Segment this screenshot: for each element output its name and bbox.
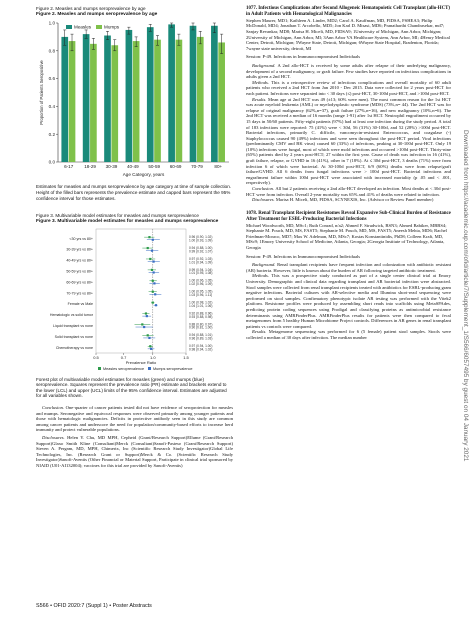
row-label: 40-49 yrs vs 80+ [66,258,93,263]
row-label: 30-39 yrs vs 80+ [66,247,93,252]
legend-label-mumps: Mumps [104,24,120,30]
figure3-caption: Figure 3. Multivariable model estimates for measles and mumps seroprevalence [36,218,219,224]
bar-measles [104,36,111,162]
mumps-estimate [150,347,152,349]
measles-estimate [147,247,149,249]
a1-background-text: A 2nd allo-HCT is received by some adults after relapse of their underlying malignancy, development of a second malignancy, or graft failure. Few studies have reported on infectious complications in adults given a 2nd HCT. [246,62,451,80]
a1-disclosures-text: Marisa H. Miceli, MD, FIDSA, SCYNEXIS, Inc. (Advisor or Review Panel member) [275,197,434,203]
mumps-values: 1.01 (0.94, 1.09) [189,259,213,264]
measles-values: 0.96 (0.90, 1.02) [189,234,213,239]
bar-mumps [133,41,140,162]
right-column [246,6,451,341]
mumps-estimate [154,293,156,295]
y-tick-label: 0.8 [48,48,55,54]
a2-background-text: Renal transplant recipients have frequent infection and colonization with antibiotic resistant (AR) bacteria. However, little is known about the burden of AR following targeted antibiotic treatment. [246,262,451,273]
abstract-1077-disclosures: Disclosures. Marisa H. Miceli, MD, FIDSA, SCYNEXIS, Inc. (Advisor or Review Panel member) [252,197,434,203]
row-label: Hematologic vs solid tumor [49,312,93,317]
measles-estimate [152,279,154,281]
x-tick-label: 40-49 [126,164,139,170]
mumps-estimate [148,336,150,338]
abstract-1077-background: Background. A 2nd allo-HCT is received by some adults after relapse of their underlying malignancy, development of a second malignancy, or graft failure. Few studies have reported on infectious complications in adults given a 2nd HCT. [246,62,451,80]
y-axis-label: Proportion of Patients Seropositive [39,60,44,126]
row-label: 60-69 yrs vs 80+ [66,279,93,284]
bar-mumps [176,40,183,162]
x-tick-label: 50-59 [148,164,161,170]
plot-frame [96,229,186,353]
abstract-1077-methods: Methods. This is a retrospective review of infectious complications and overall mortality of 60 adult patients who received a 2nd HCT from Jan 2010 - Dec 2015. Data were collected for 2 years post-HCT for each patient. Infections were separated into < 30 days (≤) post-HCT, 30-100d post-HCT, and >100d post-HCT. [246,79,451,96]
measles-values: 0.92 (0.88, 0.96) [189,310,213,315]
mumps-estimate [155,304,157,306]
mumps-values: 0.99 (0.92, 1.07) [189,248,213,253]
mumps-estimate [152,238,154,240]
mumps-estimate [143,325,145,327]
x-tick-label: 0.7 [120,354,127,360]
measles-estimate [149,345,151,347]
legend-swatch-mumps [148,367,151,370]
mumps-values: 0.96 (0.89, 1.03) [189,336,213,341]
legend-label-measles: Measles seroprevalence [103,366,145,371]
mumps-estimate [152,260,154,262]
bar-measles [83,35,90,163]
measles-values: 1.00 (0.96, 1.05) [189,278,213,283]
download-watermark [459,130,471,490]
x-tick-label: 1.0 [150,354,156,360]
mumps-values: 1.02 (0.96, 1.09) [189,281,213,286]
abstract-1078-title: 1078. Renal Transplant Recipient Resistomes Reveal Expansive Sub-Clinical Burden of Resistance After Treatment for ESBL-Producing Bacterial Infections [246,210,451,222]
abstract-1078-methods: Methods. This was a prospective study conducted as part of a single center clinical trial at Emory University. Demographic and clinical data regarding transplant and AR bacterial infection were abstracted. Stool samples were collected from renal transplant recipients treated with antibiotics for ESBL-producing gram negative infections. Bacterial cultures with AR-selective media and Illumina short-read sequencing were performed on stool samples. Confirmatory phenotypic isolate AR testing was performed with the Vitek2 platform. Resistome profiles were produced by assembling short reads into scaffolds using MetaSPAdes, predicting protein coding sequences using Prodigal and classifying proteins as antimicrobial resistance determinants using AMRFinderPlus. AMRFinderPlus results for patients were then compared to fecal metagenomes from 5 healthy Human Microbiome Project controls. Differences in AR genes in renal transplant patients vs controls were compared. [246,273,451,329]
mumps-values: 1.00 (0.93, 1.09) [189,238,213,243]
mumps-values: 1.04 (1.01, 1.06) [189,303,213,308]
x-tick-label: 6-17 [64,164,74,170]
measles-values: 0.94 (0.88, 1.01) [189,332,213,337]
a1-conclusion-text: All but 2 patients receiving a 2nd allo-HCT developed an infection. Most deaths at < 30d post-HCT were from infection. Overall 2-year mortality was 65% and 41% of deaths were related to infection. [246,186,451,197]
y-tick-label: 0.6 [48,76,55,82]
mumps-values: 1.01 (0.95, 1.08) [189,270,213,275]
legend-swatch-measles [66,25,72,29]
bar-measles [190,26,197,162]
measles-estimate [145,312,147,314]
a2-results-text: Metagenome sequencing was performed for 6 (5 female) patient stool samples. Stools were collected a median of 30 days after infection. The median number [246,329,451,340]
bar-measles [61,37,68,162]
x-tick-label: 30-39 [105,164,118,170]
conclusion-text: One-quarter of cancer patients tested did not have evidence of seroprotection for measles and mumps. Seronegative and equivocal responses were observed primarily among younger patients and those with hematologic malignancies. Deficits in protective antibody seen in this study are common among cancer patients and underscore the need for population/community-based efforts to increase herd immunity and protect vulnerable populations. [36,404,233,433]
x-axis-label: Prevalence Ratio [125,359,157,365]
a1-results-text: Mean age at 2nd HCT was 49 (±13; 60% were men). The most common reason for the 1st HCT was acute myeloid leukemia (AML) or myelodysplastic syndrome (MDS) (73%,n= 44). The 2nd HCT was for relapse of original malignancy (62%,n=37), graft failure (27%,n=16), and new malignancy (10%,n=6). The 2nd HCT was received a median of 16 months (range 1-91) after 1st HCT. Neutrophil engraftment occurred by 15 days in 50/60 patients. Fifty-eight patients (97%) had at least one infection during the study period. A total of 183 infections were reported: 75 (41%) were < 30d, 56 (31%) 30-100d, and 52 (28%) >100d post-HCT. Bacterial infections, primarily C. difficile, vancomycin-resistant Enterococcus, and coagulase (-) Staphylococcus caused 90 (49%) infections and were seen throughout the post-HCT period. Viral infections (predominantly CMV and BK virus) caused 60 (33%) of infections, peaking at 30-100d post-HCT. Only 19 (10%) infections were fungal, most of which were mold infections and occurred >100d post-HCT. Thirty-nine (65%) patients died by 2 years post-HCT; 27 within the first year. Cause of death was infection in 16 (41%), graft failure, relapse, or GVHD in 16 (41%), other in 7 (18%). At ≤ 30d post-HCT, 3 deaths (71%) were from infection 6 of which were bacterial. At 30-100d post-HCT, 6/9 (60%) deaths were from relapse/graft failure/GVHD. All 6 deaths from fungal infections were > 100d post-HCT. Bacterial infections and engraftment failure within 100d post-HCT were associated with increased mortality (p .05 and < .001, respectively). [246,96,451,186]
legend-swatch-mumps [96,25,102,29]
bar-measles [211,26,218,162]
mumps-estimate [151,249,153,251]
abstract-1078-authors: Michael Woodworth, MD, MSc1; Ruth Conrad, n/a2; Ahmed F. Strudwick, BSN3; Ahmed Babiker, MBBS4; Stephanie M. Pouch, MD, MS, FAST5; Stephanie M. Pouch, MD, MS, FAST5; Aneesh Mehta, MD6; Rachel Friedman-Moraco, MD7; Max W. Adelman, MD, MSc7; Kostas Konstantinidis, PhD8; Colleen Kraft, MD, MSc9; 1Emory University School of Medicine, Atlanta, Georgia; 2Georgia Institute of Technology, Atlanta, Georgia [246,222,447,250]
row-label: Liquid transplant vs none [53,323,93,328]
mumps-estimate [146,315,148,317]
abstract-1078-background: Background. Renal transplant recipients have frequent infection and colonization with antibiotic resistant (AR) bacteria. However, little is known about the burden of AR following targeted antibiotic treatment. [246,262,451,273]
abstract-1077-conclusion: Conclusion. All but 2 patients receiving a 2nd allo-HCT developed an infection. Most deaths at < 30d post-HCT were from infection. Overall 2-year mortality was 65% and 41% of deaths were related to infection. [246,186,451,197]
measles-values: 0.99 (0.94, 1.04) [189,267,213,272]
figure2-pre-caption: Figure 2. Measles and mumps seroprevalence by age [36,6,146,11]
a2-methods-text: This was a prospective study conducted as part of a single center clinical trial at Emory University. Demographic and clinical data regarding transplant and AR bacterial infection were abstracted. Stool samples were collected from renal transplant recipients treated with antibiotics for ESBL-producing gram negative infections. Bacterial cultures with AR-selective media and Illumina short-read sequencing were performed on stool samples. Confirmatory phenotypic isolate AR testing was performed with the Vitek2 platform. Resistome profiles were produced by assembling short reads into scaffolds using MetaSPAdes, predicting protein coding sequences using Prodigal and classifying proteins as antimicrobial resistance determinants using AMRFinderPlus. AMRFinderPlus results for patients were then compared to fecal metagenomes from 5 healthy Human Microbiome Project controls. Differences in AR genes in renal transplant patients vs controls were compared. [246,273,451,329]
measles-values: 1.00 (0.95, 1.05) [189,289,213,294]
measles-values: 1.00 (0.98, 1.02) [189,300,213,305]
measles-estimate [151,268,153,270]
abstract-1078-session: Session: P-49. Infections in Immunocompromised Individuals [246,253,361,259]
conclusion-paragraph: Conclusion. One-quarter of cancer patients tested did not have evidence of seroprotection for measles and mumps. Seronegative and equivocal responses were observed primarily among younger patients and those with hematologic malignancies. Deficits in protective antibody seen in this study are common among cancer patients and underscore the need for population/community-based efforts to increase herd immunity and protect vulnerable populations. [36,404,233,433]
mumps-estimate [153,282,155,284]
bar-mumps [154,40,161,162]
x-axis-label: Age Category, years [122,172,165,178]
mumps-values: 1.03 (0.96, 1.11) [189,292,213,297]
abstract-1078-results: Results. Metagenome sequencing was performed for 6 (5 female) patient stool samples. Stools were collected a median of 30 days after infection. The median number [246,329,451,340]
bar-mumps [111,46,118,163]
x-tick-label: 1.5 [183,354,189,360]
measles-estimate [148,236,150,238]
abstract-1077-session: Session: P-49. Infections in Immunocompromised Individuals [246,54,361,60]
measles-estimate [141,323,143,325]
bar-measles [168,25,175,163]
row-label: <30 yrs vs 80+ [69,236,93,241]
abstract-1077-results: Results. Mean age at 2nd HCT was 49 (±13; 60% were men). The most common reason for the 1st HCT was acute myeloid leukemia (AML) or myelodysplastic syndrome (MDS) (73%,n= 44). The 2nd HCT was for relapse of original malignancy (62%,n=37), graft failure (27%,n=16), and new malignancy (10%,n=6). The 2nd HCT was received a median of 16 months (range 1-91) after 1st HCT. Neutrophil engraftment occurred by 15 days in 50/60 patients. Fifty-eight patients (97%) had at least one infection during the study period. A total of 183 infections were reported: 75 (41%) were < 30d, 56 (31%) 30-100d, and 52 (28%) >100d post-HCT. Bacterial infections, primarily C. difficile, vancomycin-resistant Enterococcus, and coagulase (-) Staphylococcus caused 90 (49%) infections and were seen throughout the post-HCT period. Viral infections (predominantly CMV and BK virus) caused 60 (33%) of infections, peaking at 30-100d post-HCT. Only 19 (10%) infections were fungal, most of which were mold infections and occurred >100d post-HCT. Thirty-nine (65%) patients died by 2 years post-HCT; 27 within the first year. Cause of death was infection in 16 (41%), graft failure, relapse, or GVHD in 16 (41%), other in 7 (18%). At ≤ 30d post-HCT, 3 deaths (71%) were from infection 6 of which were bacterial. At 30-100d post-HCT, 6/9 (60%) deaths were from relapse/graft failure/GVHD. All 6 deaths from fungal infections were > 100d post-HCT. Bacterial infections and engraftment failure within 100d post-HCT were associated with increased mortality (p .05 and < .001, respectively). [246,96,451,186]
bar-mumps [197,37,204,162]
legend-label-measles: Measles [74,24,92,30]
figure2-caption: Figure 2. Measles and mumps seroprevalence by age [36,11,158,17]
disclosures-text: Helen Y. Chu, MD MPH, Cepheid (Grant/Research Support)Ellume (Grant/Research Support)Glaxo Smith Kline (Consultant)Merck (Consultant)Sanofi-Pasteur (Grant/Research Support) Steven A. Pergam, MD, MPH, Chimerix, Inc (Scientific Research Study Investigator)Global Life Technologies, Inc. (Research Grant or Support)Merck & Co. (Scientific Research Study Investigator)Sanofi-Aventis (Other Financial or Material Support, Participate in clinical trial sponsored by NIAID (U01-AI132004); vaccines for this trial are provided by Sanofi-Aventis) [36,434,233,468]
y-tick-label: 0.0 [48,159,55,165]
row-label: Chemotherapy vs none [55,345,93,350]
figure3-forest-plot [36,225,233,375]
mumps-values: 0.90 (0.81, 1.00) [189,325,213,330]
row-label: Solid transplant vs none [54,334,93,339]
disclosures-paragraph: Disclosures. Helen Y. Chu, MD MPH, Cepheid (Grant/Research Support)Ellume (Grant/Research Support)Glaxo Smith Kline (Consultant)Merck (Consultant)Sanofi-Pasteur (Grant/Research Support) Steven A. Pergam, MD, MPH, Chimerix, Inc (Scientific Research Study Investigator)Global Life Technologies, Inc. (Research Grant or Support)Merck & Co. (Scientific Research Study Investigator)Sanofi-Aventis (Other Financial or Material Support, Participate in clinical trial sponsored by NIAID (U01-AI132004); vaccines for this trial are provided by Sanofi-Aventis) [36,434,233,468]
figure2-bar-chart [36,17,233,182]
measles-estimate [152,301,154,303]
legend-label-mumps: Mumps seroprevalence [153,366,193,371]
download-watermark-text: Downloaded from https://academic.oup.com/ofid/article/7/Supplement_1/S566/6057495 by guest on 04 January 2021 [462,130,469,462]
figure3-pre-caption: Figure 3. Multivariable model estimates for measles and mumps seroprevalence [36,213,199,219]
measles-values: 0.94 (0.88, 1.00) [189,245,213,250]
measles-estimate [147,334,149,336]
y-tick-label: 1.0 [48,20,55,26]
row-label: 50-59 yrs vs 80+ [66,269,93,274]
row-label: 70-79 yrs vs 80+ [66,290,93,295]
x-tick-label: 18-29 [84,164,96,170]
bar-measles [126,30,133,162]
mumps-estimate [152,271,154,273]
measles-values: 0.88 (0.80, 0.97) [189,321,213,326]
page-footer: S566 • OFID 2020:7 (Suppl 1) • Poster Abstracts [36,603,152,609]
row-label: Female vs Male [67,301,93,306]
a1-methods-text: This is a retrospective review of infectious complications and overall mortality of 60 adult patients who received a 2nd HCT from Jan 2010 - Dec 2015. Data were collected for 2 years post-HCT for each patient. Infections were separated into < 30 days (≤) post-HCT, 30-100d post-HCT, and >100d post-HCT. [246,79,451,96]
measles-values: 0.97 (0.94, 1.00) [189,343,213,348]
bar-mumps [218,43,225,163]
bar-measles [147,28,154,163]
x-tick-label: 0.5 [93,354,99,360]
measles-values: 0.97 (0.92, 1.03) [189,256,213,261]
left-column [36,6,233,468]
y-tick-label: 0.2 [48,132,55,138]
mumps-values: 0.98 (0.94, 1.02) [189,347,213,352]
x-tick-label: 70-79 [191,164,203,170]
abstract-1077-title: 1077. Infectious Complications after Second Allogeneic Hematopoietic Cell Transplant (allo-HCT) in Adult Patients with Hematological Malignancies [246,6,451,17]
bar-mumps [90,44,97,162]
figure2-description: Estimates for measles and mumps seroprevalence by age category at time of sample collection. Height of the filled bars represents the prevalence estimate and capped bars represent the 95% confidence interval for those estimates. [36,184,232,201]
mumps-values: 0.93 (0.88, 0.98) [189,314,213,319]
figure3-description: Forest plot of multivariable model estimates for measles (green) and mumps (blue) seroprevalence. Squares represent the prevalence ratio (PR) estimate and brackets extend to the lower (LCL) and upper (UCL) limits of the 95% confidence interval. Estimates are adjusted for all variables shown. [36,376,227,399]
abstract-1077-authors: Stephen Maurer, MD1; Kathleen A. Linder, MD2; Carol A. Kauffman, MD, FIDSA, FSHEA3; Philip McDonald, MD4; Jonathan T. Arcobello, MD5; Jon Karl D. Misasi, MD6; Pranatharthi Chandrasekar, md7; Sanjay Revankar, MD8; Marisa H. Miceli, MD, FIDSA9; 1University of Michigan, Ann Arbor, Michigan; 2University of Michigan, Ann Arbor, MI; 3Ann Arbor VA Healthcare System, Ann Arbor, MI; 4Henry Medical Center, Detroit, Michigan; 5Wayne State, Detroit, Michigan; 6Wayne State Hospital, Bradenton, Florida; 7wayne state university, detroit, MI [246,17,450,51]
x-tick-label: 60-69 [169,164,182,170]
x-tick-label: 80+ [214,164,223,170]
bar-mumps [69,41,76,162]
y-tick-label: 0.4 [48,104,55,110]
legend-swatch-measles [98,367,101,370]
measles-estimate [149,257,151,259]
measles-estimate [152,290,154,292]
